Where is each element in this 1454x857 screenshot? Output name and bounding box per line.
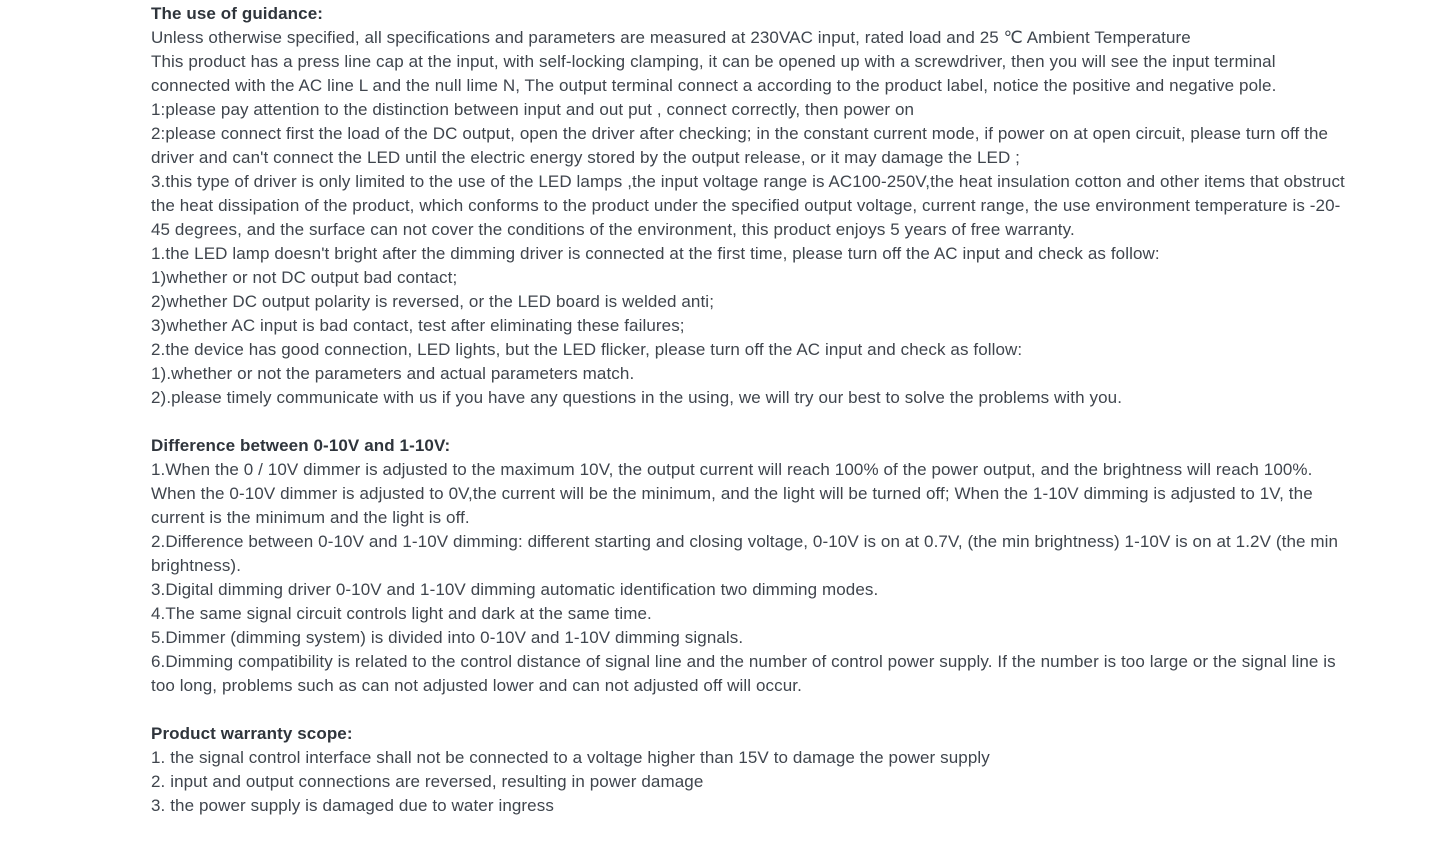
section-use-of-guidance <box>151 2 1354 410</box>
paragraph: 1.When the 0 / 10V dimmer is adjusted to the maximum 10V, the output current will reach 100% of the power output, and the brightness will reach 100%. When the 0-10V dimmer is adjusted to 0V,the current will be the minimum, and the light will be turned off; When the 1-10V dimming is adjusted to 1V, the current is the minimum and the light is off. <box>151 460 1313 527</box>
paragraph: 3.Digital dimming driver 0-10V and 1-10V dimming automatic identification two dimming modes. <box>151 580 879 599</box>
paragraph: 2:please connect first the load of the DC output, open the driver after checking; in the constant current mode, if power on at open circuit, please turn off the driver and can't connect the LED until the electric energy stored by the output release, or it may damage the LED ; <box>151 124 1329 167</box>
section-heading: The use of guidance: <box>151 4 324 23</box>
section-difference-0-10v-1-10v <box>151 434 1354 698</box>
paragraph: 3.this type of driver is only limited to the use of the LED lamps ,the input voltage range is AC100-250V,the heat insulation cotton and other items that obstruct the heat dissipation of the product, which conforms to the product under the specified output voltage, current range, the use environment temperature is -20-45 degrees, and the surface can not cover the conditions of the environment, this product enjoys 5 years of free warranty. <box>151 172 1345 239</box>
paragraph: 1).whether or not the parameters and actual parameters match. <box>151 364 635 383</box>
paragraph: 2.Difference between 0-10V and 1-10V dimming: different starting and closing voltage, 0-10V is on at 0.7V, (the min brightness) 1-10V is on at 1.2V (the min brightness). <box>151 532 1339 575</box>
paragraph: 2. input and output connections are reversed, resulting in power damage <box>151 772 704 791</box>
paragraph: 3. the power supply is damaged due to water ingress <box>151 796 554 815</box>
paragraph: 1:please pay attention to the distinction between input and out put , connect correctly, then power on <box>151 100 915 119</box>
paragraph: 6.Dimming compatibility is related to the control distance of signal line and the number of control power supply. If the number is too large or the signal line is too long, problems such as can not adjusted lower and can not adjusted off will occur. <box>151 652 1336 695</box>
section-product-warranty-scope <box>151 722 1354 818</box>
paragraph: 5.Dimmer (dimming system) is divided into 0-10V and 1-10V dimming signals. <box>151 628 744 647</box>
paragraph: 2)whether DC output polarity is reversed, or the LED board is welded anti; <box>151 292 715 311</box>
paragraph: 1)whether or not DC output bad contact; <box>151 268 458 287</box>
section-heading: Difference between 0-10V and 1-10V: <box>151 436 451 455</box>
section-heading: Product warranty scope: <box>151 724 353 743</box>
paragraph: This product has a press line cap at the input, with self-locking clamping, it can be opened up with a screwdriver, then you will see the input terminal connected with the AC line L and the null lime N, The output terminal connect a according to the product label, notice the positive and negative pole. <box>151 52 1277 95</box>
paragraph: 4.The same signal circuit controls light and dark at the same time. <box>151 604 652 623</box>
paragraph: 2.the device has good connection, LED lights, but the LED flicker, please turn off the AC input and check as follow: <box>151 340 1023 359</box>
paragraph: 2).please timely communicate with us if you have any questions in the using, we will try our best to solve the problems with you. <box>151 388 1123 407</box>
paragraph: Unless otherwise specified, all specifications and parameters are measured at 230VAC input, rated load and 25 ℃ Ambient Temperature <box>151 28 1191 47</box>
guidance-document <box>151 2 1354 818</box>
paragraph: 3)whether AC input is bad contact, test after eliminating these failures; <box>151 316 685 335</box>
paragraph: 1.the LED lamp doesn't bright after the dimming driver is connected at the first time, please turn off the AC input and check as follow: <box>151 244 1160 263</box>
paragraph: 1. the signal control interface shall not be connected to a voltage higher than 15V to damage the power supply <box>151 748 990 767</box>
